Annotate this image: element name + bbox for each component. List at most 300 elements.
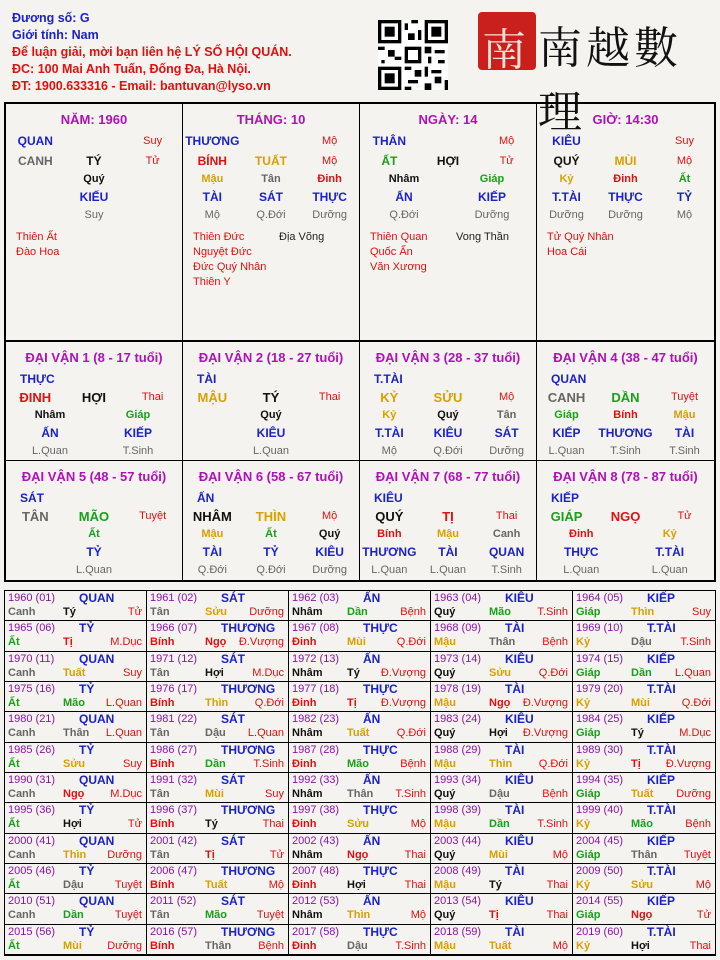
year-label: 2006 (47) [150, 865, 198, 877]
year-cell [147, 652, 289, 682]
year-can: Đinh [292, 636, 317, 649]
dv-hidden-item: Mậu [436, 528, 459, 540]
dv-hidden-row-1 [537, 543, 714, 561]
year-star: KIẾP [647, 773, 676, 787]
pillar-star-row [6, 132, 182, 150]
year-life: T.Sinh [253, 757, 284, 770]
year-label: 2011 (52) [150, 895, 197, 908]
dv-hidden-item: Ất [88, 528, 100, 540]
dv-hidden-item: THỰC [563, 545, 599, 559]
dv-canchi-row [537, 388, 714, 406]
year-life: Bệnh [685, 818, 711, 831]
qr-code-icon [378, 20, 448, 90]
year-star: T.TÀI [647, 924, 676, 939]
year-chi: Dần [631, 666, 652, 679]
year-chi: Sửu [63, 757, 86, 770]
year-star: THƯƠNG [221, 682, 276, 696]
year-star: SÁT [221, 591, 245, 605]
seal-stamp-icon [478, 12, 536, 76]
year-cell [573, 652, 715, 682]
dv-hidden-row-1 [6, 543, 182, 561]
year-star: ẤN [363, 651, 381, 666]
year-can: Giáp [576, 909, 601, 922]
year-chi: Thân [205, 939, 232, 952]
year-life: M.Dục [110, 636, 142, 649]
year-life: M.Dục [110, 788, 142, 800]
year-can: Tân [150, 606, 170, 618]
dai-van-title: ĐẠI VẬN 5 (48 - 57 tuổi) [21, 469, 167, 484]
year-cell [573, 925, 715, 955]
year-life: Q.Đới [681, 697, 711, 709]
year-cell [5, 743, 147, 773]
dv-hidden-item: ẤN [41, 426, 59, 440]
dv-life: Tuyệt [139, 510, 167, 522]
pillar-extra-stars [193, 230, 266, 290]
pillar-life2: Mộ [321, 155, 338, 167]
year-star: SÁT [221, 712, 245, 727]
year-star: QUAN [79, 833, 115, 848]
year-chi: Mùi [631, 697, 650, 709]
year-label: 1976 (17) [150, 683, 198, 695]
year-life: T.Sinh [680, 636, 711, 649]
year-chi: Ngọ [347, 848, 369, 861]
year-chi: Thân [631, 848, 658, 861]
year-star: THỰC [363, 924, 398, 939]
year-cell [289, 712, 431, 742]
year-life: M.Dục [252, 666, 284, 679]
year-chi: Ngọ [489, 697, 511, 709]
dv-hidden-row-0 [183, 406, 359, 424]
year-can: Đinh [292, 939, 317, 952]
year-chi: Tuất [205, 879, 228, 891]
dv-chi: THÌN [255, 508, 287, 524]
year-chi: Tị [205, 848, 215, 861]
year-label: 2008 (49) [434, 865, 482, 877]
dv-life: Mộ [498, 391, 515, 403]
pillar-life: Suy [675, 135, 694, 147]
dv-hidden-item: THƯƠNG [362, 545, 417, 559]
dv-star-row [537, 370, 714, 388]
year-life: Mộ [552, 939, 568, 952]
year-chi: Thân [63, 727, 90, 740]
year-chi: Tý [205, 818, 218, 831]
dv-hidden-item: Giáp [125, 409, 151, 421]
pillar-life2: Tử [145, 155, 160, 167]
year-chi: Thân [489, 636, 516, 649]
pillar-title: NĂM: 1960 [60, 112, 128, 127]
year-can: Quý [434, 848, 456, 861]
year-cell [431, 925, 573, 955]
year-label: 2000 (41) [8, 834, 56, 847]
year-star: THƯƠNG [221, 864, 276, 878]
pillar-hidden-item: Mộ [204, 209, 220, 221]
year-cell [573, 803, 715, 833]
year-chi: Mão [63, 697, 85, 709]
year-star: KIÊU [505, 833, 534, 848]
year-label: 1961 (02) [150, 592, 198, 604]
year-can: Đinh [292, 697, 317, 709]
year-life: Đ.Vượng [380, 697, 426, 709]
year-label: 2009 (50) [576, 865, 624, 877]
year-cell [573, 712, 715, 742]
extra-star: Thiên Y [193, 276, 231, 288]
year-chi: Tý [489, 879, 502, 891]
year-cell [573, 591, 715, 621]
year-star: THƯƠNG [221, 924, 276, 939]
year-can: Canh [8, 606, 36, 618]
dv-hidden-item: Nhâm [34, 409, 66, 421]
year-label: 1977 (18) [292, 683, 340, 695]
year-can: Bính [150, 818, 175, 831]
year-life: Mộ [410, 818, 426, 831]
year-label: 2016 (57) [150, 925, 198, 938]
pillar-hidden-item: TỶ [676, 190, 693, 204]
year-star: ẤN [363, 833, 381, 848]
year-star: ẤN [363, 591, 381, 605]
year-cell [5, 925, 147, 955]
dv-hidden-item: T.TÀI [374, 426, 404, 440]
year-can: Mậu [434, 879, 456, 891]
dai-van-3 [360, 342, 537, 461]
year-cell [431, 894, 573, 924]
dv-hidden-item: QUAN [488, 545, 525, 559]
dv-star-row [537, 489, 714, 507]
dv-can: KỶ [380, 389, 399, 405]
extra-star: Thiên Ất [16, 231, 57, 243]
dv-hidden-item: Quý [260, 409, 282, 421]
year-cell [147, 803, 289, 833]
year-cell [573, 894, 715, 924]
dai-van-4 [537, 342, 714, 461]
year-chi: Sửu [631, 879, 654, 891]
dai-van-title: ĐẠI VẬN 8 (78 - 87 tuổi) [553, 469, 698, 484]
year-star: THỰC [363, 803, 398, 818]
year-cell [5, 621, 147, 651]
year-life: Thai [546, 909, 568, 922]
pillar-3 [537, 104, 714, 340]
year-chi: Dần [205, 757, 226, 770]
dv-can: QUÝ [375, 508, 404, 524]
year-life: Mộ [410, 909, 426, 922]
year-star: KIÊU [505, 712, 534, 727]
dv-hidden-item: Ất [265, 528, 277, 540]
year-can: Giáp [576, 788, 601, 800]
dv-chi: HỢI [81, 389, 107, 405]
year-chi: Dần [63, 909, 84, 922]
year-star: TỶ [79, 803, 95, 818]
year-label: 1979 (20) [576, 683, 624, 695]
year-star: TÀI [505, 742, 525, 757]
dv-canchi-row [183, 507, 359, 525]
year-star: KIÊU [505, 591, 534, 605]
year-star: T.TÀI [647, 864, 676, 878]
pillar-can: CANH [17, 154, 53, 168]
pillar-hidden-item: Kỷ [559, 173, 574, 185]
pillar-chi: MÙI [614, 154, 637, 168]
year-star: T.TÀI [647, 682, 676, 696]
year-can: Giáp [576, 727, 601, 740]
pillar-title: GIỜ: 14:30 [592, 112, 659, 127]
pillar-2 [360, 104, 537, 340]
year-label: 1963 (04) [434, 592, 482, 604]
year-chi: Ngọ [63, 788, 85, 800]
year-life: Tuyệt [683, 848, 711, 861]
year-can: Kỷ [576, 757, 591, 770]
year-chi: Tý [631, 727, 644, 740]
year-label: 1994 (35) [576, 774, 624, 786]
year-can: Bính [150, 879, 175, 891]
year-life: L.Quan [674, 666, 711, 679]
year-label: 1972 (13) [292, 652, 340, 665]
dv-hidden-item: Q.Đới [433, 445, 463, 457]
dv-star: QUAN [551, 372, 587, 386]
year-star: TỶ [79, 682, 95, 696]
year-star: SÁT [221, 833, 245, 848]
dv-hidden-item: KIÊU [315, 545, 344, 559]
year-can: Mậu [434, 636, 456, 649]
year-cell [147, 682, 289, 712]
year-cell [147, 743, 289, 773]
year-label: 1967 (08) [292, 622, 340, 635]
four-pillars-grid [4, 102, 716, 342]
year-can: Quý [434, 909, 456, 922]
year-can: Giáp [576, 666, 601, 679]
year-cell [147, 894, 289, 924]
dv-hidden-row-0 [6, 525, 182, 543]
year-cell [5, 591, 147, 621]
year-label: 2012 (53) [292, 895, 340, 908]
year-can: Nhâm [292, 848, 323, 861]
year-label: 2001 (42) [150, 834, 198, 847]
pillar-hidden-item: Tân [261, 173, 281, 185]
dv-hidden-row-0 [6, 406, 182, 424]
year-star: T.TÀI [647, 621, 676, 636]
year-cell [431, 773, 573, 803]
year-label: 1988 (29) [434, 743, 482, 756]
year-label: 2013 (54) [434, 895, 482, 908]
pillar-1 [183, 104, 360, 340]
year-life: Thai [262, 818, 284, 831]
year-chi: Tị [489, 909, 499, 922]
pillar-hidden-item: TÀI [202, 190, 222, 204]
pillar-hidden-item: KIẾU [79, 190, 109, 204]
year-can: Ất [8, 697, 20, 709]
year-label: 1974 (15) [576, 652, 624, 665]
year-chi: Ngọ [205, 636, 227, 649]
dv-hidden-item: L.Quan [252, 445, 290, 457]
year-star: SÁT [221, 773, 245, 787]
year-star: TỶ [79, 621, 95, 636]
year-star: QUAN [79, 894, 115, 909]
pillar-life: Mộ [321, 135, 338, 147]
extra-star: Thiên Đức [193, 231, 245, 243]
year-life: Dưỡng [107, 848, 142, 861]
year-cell [431, 682, 573, 712]
year-cell [147, 864, 289, 894]
year-life: Q.Đới [538, 757, 568, 770]
year-can: Kỷ [576, 879, 591, 891]
year-star: KIẾP [647, 894, 676, 909]
dai-van-8 [537, 461, 714, 580]
year-can: Quý [434, 606, 456, 618]
year-cell [147, 834, 289, 864]
year-chi: Tị [347, 697, 357, 709]
year-chi: Hợi [489, 727, 508, 740]
year-cell [289, 834, 431, 864]
extra-star: Quốc Ấn [370, 246, 413, 258]
dv-star: KIÊU [374, 491, 403, 505]
year-life: L.Quan [105, 727, 142, 740]
dv-hidden-item: KIÊU [433, 426, 463, 440]
pillar-life2: Mộ [676, 155, 693, 167]
pillar-hidden-item: T.TÀI [552, 190, 581, 204]
dv-hidden-row-1 [360, 543, 536, 561]
year-cell [431, 864, 573, 894]
year-label: 1990 (31) [8, 774, 56, 786]
dv-star-row [360, 370, 536, 388]
pillar-canchi-row [360, 152, 536, 170]
year-can: Kỷ [576, 939, 591, 952]
year-star: ẤN [363, 894, 381, 909]
dv-chi: SỬU [433, 389, 463, 405]
year-label: 1978 (19) [434, 683, 482, 695]
year-chi: Mão [489, 606, 511, 618]
year-star: TÀI [505, 682, 525, 696]
pillar-extra-stars-2 [279, 230, 324, 245]
dv-hidden-item: Kỷ [382, 409, 397, 421]
pillar-chi: TUẤT [254, 154, 287, 168]
year-can: Nhâm [292, 727, 323, 740]
year-chi: Hợi [631, 939, 650, 952]
year-star: KIẾP [647, 712, 676, 727]
year-can: Canh [8, 848, 36, 861]
pillar-hidden-item: Dưỡng [474, 209, 510, 221]
year-life: Đ.Vượng [238, 636, 284, 649]
dai-van-title: ĐẠI VẬN 3 (28 - 37 tuổi) [375, 350, 521, 365]
year-star: THƯƠNG [221, 621, 276, 636]
dv-hidden-item: Dưỡng [312, 564, 348, 576]
year-star: QUAN [79, 591, 115, 605]
dv-hidden-row-2 [537, 561, 714, 579]
pillar-star: KIÊU [552, 134, 581, 148]
dv-hidden-row-1 [537, 424, 714, 442]
dv-canchi-row [537, 507, 714, 525]
year-life: Tử [127, 818, 142, 831]
dv-canchi-row [360, 388, 536, 406]
year-life: Đ.Vượng [665, 757, 711, 770]
year-chi: Tuất [63, 666, 86, 679]
year-life: Bệnh [258, 939, 284, 952]
seal-glyph: 南 [482, 25, 526, 76]
dv-hidden-item: L.Quan [651, 564, 688, 576]
dv-star-row [360, 489, 536, 507]
dv-canchi-row [360, 507, 536, 525]
year-label: 2005 (46) [8, 865, 56, 877]
year-life: Tuyệt [114, 909, 142, 922]
year-can: Ất [8, 636, 20, 649]
year-life: T.Sinh [395, 939, 426, 952]
year-cell [289, 682, 431, 712]
year-label: 1966 (07) [150, 622, 198, 635]
year-can: Quý [434, 788, 456, 800]
year-chi: Thìn [347, 909, 371, 922]
dv-hidden-item: Mậu [673, 409, 696, 421]
year-chi: Thìn [631, 606, 655, 618]
dv-hidden-row-1 [183, 543, 359, 561]
year-label: 2018 (59) [434, 925, 482, 938]
year-label: 1971 (12) [150, 652, 198, 665]
dv-canchi-row [183, 388, 359, 406]
year-can: Mậu [434, 818, 456, 831]
year-life: Thai [546, 879, 568, 891]
year-label: 2019 (60) [576, 925, 624, 938]
year-star: ẤN [363, 773, 381, 787]
dv-star-row [6, 370, 182, 388]
year-life: Thai [404, 879, 426, 891]
dai-van-5 [6, 461, 183, 580]
year-life: Thai [404, 848, 426, 861]
dv-star: SÁT [20, 491, 44, 505]
year-chi: Sửu [205, 606, 228, 618]
year-life: Mộ [552, 848, 568, 861]
pillar-star-row [537, 132, 714, 150]
pillar-star: THÂN [372, 134, 406, 148]
year-star: KIÊU [505, 651, 534, 666]
year-can: Tân [150, 666, 170, 679]
year-chi: Mão [205, 909, 227, 922]
year-star: T.TÀI [647, 803, 676, 818]
dv-can: ĐINH [19, 389, 52, 405]
dv-can: CANH [547, 389, 586, 405]
pillar-hidden-item: Suy [84, 209, 104, 221]
extra-star: Tử Quý Nhân [547, 231, 614, 243]
year-chi: Hợi [347, 879, 366, 891]
year-can: Kỷ [576, 818, 591, 831]
dv-hidden-item: KIẾP [552, 426, 581, 440]
pillar-can: QUÝ [553, 154, 580, 168]
dai-van-title: ĐẠI VẬN 6 (58 - 67 tuổi) [198, 469, 344, 484]
dai-van-title: ĐẠI VẬN 2 (18 - 27 tuổi) [198, 350, 344, 365]
year-chi: Thìn [63, 848, 87, 861]
year-label: 1980 (21) [8, 713, 56, 726]
dv-hidden-item: L.Quan [31, 445, 69, 457]
phone-email-line: ĐT: 1900.633316 - Email: bantuvan@lyso.vn [12, 79, 271, 93]
dv-hidden-item: T.Sinh [122, 445, 154, 457]
dv-hidden-item: TỶ [263, 545, 279, 559]
year-can: Mậu [434, 757, 456, 770]
year-can: Tân [150, 909, 170, 922]
year-chi: Dậu [63, 879, 84, 891]
dv-star: TÀI [197, 372, 217, 386]
dv-canchi-row [6, 388, 182, 406]
dv-hidden-item: SÁT [494, 426, 519, 440]
pillar-star-row [360, 132, 536, 150]
dai-van-7 [360, 461, 537, 580]
year-star: KIẾP [647, 591, 676, 605]
year-star: THỰC [363, 742, 398, 757]
dv-life: Thai [318, 391, 341, 403]
year-label: 1989 (30) [576, 743, 624, 756]
year-label: 2014 (55) [576, 895, 624, 908]
year-chi: Thìn [489, 757, 513, 770]
year-label: 2003 (44) [434, 834, 482, 847]
year-star: ẤN [363, 712, 381, 727]
year-cell [573, 864, 715, 894]
year-chi: Dần [347, 606, 368, 618]
year-can: Đinh [292, 757, 317, 770]
year-chi: Hợi [63, 818, 82, 831]
extra-star: Đức Quý Nhân [193, 261, 267, 273]
